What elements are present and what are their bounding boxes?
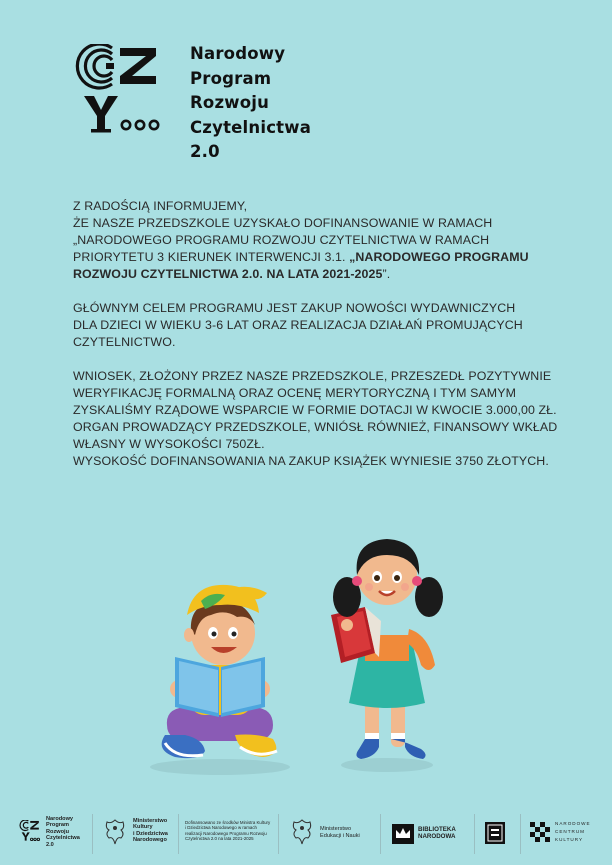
footer-text-line: Narodowy <box>46 816 74 822</box>
footer-text-line: Narodowego <box>133 837 167 844</box>
footer-text-line: realizacji Narodowego Programu Rozwoju <box>185 830 267 836</box>
paragraph-funding-info <box>73 198 553 283</box>
footer-divider <box>278 814 279 854</box>
nprc-logo <box>74 44 164 136</box>
text-line: ORGAN PROWADZĄCY PRZEDSZKOLE, WNIÓSŁ RÓWNIEŻ, FINANSOWY WKŁAD <box>73 420 558 434</box>
footer-mkidn-text <box>133 818 168 844</box>
program-name-bold: „NARODOWEGO PROGRAMU <box>349 250 529 264</box>
footer-text-line: Ministerstwo <box>133 818 168 824</box>
footer-text-line: Kultury <box>133 824 153 831</box>
footer-divider <box>474 814 475 854</box>
program-title-line: Rozwoju <box>190 93 270 112</box>
program-name-bold: ROZWOJU CZYTELNICTWA 2.0. NA LATA 2021-2025 <box>73 267 383 281</box>
footer-text-line: NARODOWE <box>555 821 591 826</box>
girl-reading-icon <box>325 525 450 775</box>
text-line: WYSOKOŚĆ DOFINANSOWANIA NA ZAKUP KSIĄŻEK WYNIESIE 3750 ZŁOTYCH. <box>73 454 549 468</box>
footer-text-line: NARODOWA <box>418 833 456 841</box>
footer-funding-note <box>185 820 270 842</box>
footer-text-line: Czytelnictwa 2.0 na lata 2021-2025 <box>185 836 254 842</box>
program-title <box>190 42 311 165</box>
footer-nck-text <box>555 820 591 844</box>
footer-divider <box>92 814 93 854</box>
footer-text-line: Program <box>46 822 70 829</box>
footer-text-line: Ministerstwo <box>320 826 352 832</box>
nprc-small-icon <box>18 820 42 842</box>
footer-text-line: i Dziedzictwa <box>133 830 168 837</box>
text-line: „NARODOWEGO PROGRAMU ROZWOJU CZYTELNICTWA W RAMACH <box>73 233 490 247</box>
footer-divider <box>178 814 179 854</box>
footer-text-line: CENTRUM <box>555 829 585 834</box>
footer-text-line: BIBLIOTEKA <box>418 826 456 833</box>
footer-nprc-logo <box>18 820 42 847</box>
paragraph-program-goal <box>73 300 553 351</box>
boy-reading-illustration <box>145 575 295 775</box>
footer-text-line: Dofinansowano ze środków Ministra Kultury <box>185 820 271 825</box>
program-title-line: Program <box>190 68 272 88</box>
sponsor-footer <box>0 800 612 865</box>
program-title-line: Czytelnictwa <box>190 117 312 137</box>
program-title-line: Narodowy <box>190 44 286 63</box>
text-line <box>73 266 553 283</box>
announcement-text <box>73 198 558 487</box>
text-line: WERYFIKACJĘ FORMALNĄ ORAZ OCENĘ MERYTORYCZNĄ I TYM SAMYM <box>73 386 517 400</box>
girl-reading-illustration <box>325 525 450 775</box>
text-line: Z RADOŚCIĄ INFORMUJEMY, <box>73 199 248 213</box>
text-line <box>73 249 553 266</box>
footer-text-line: Rozwoju <box>46 828 69 835</box>
nck-pattern-icon <box>530 822 550 847</box>
footer-divider <box>380 814 381 854</box>
footer-text-line: KULTURY <box>555 837 584 842</box>
footer-text-line: Edukacji i Nauki <box>320 832 360 839</box>
boy-reading-icon <box>145 575 295 775</box>
footer-bn-text <box>418 826 456 841</box>
text-line: WŁASNY W WYSOKOŚCI 750ZŁ. <box>73 437 265 451</box>
eagle-emblem-icon <box>290 818 314 851</box>
text-segment: PRIORYTETU 3 KIERUNEK INTERWENCJI 3.1. <box>73 250 350 264</box>
institute-logo-icon <box>485 822 505 849</box>
text-line: GŁÓWNYM CELEM PROGRAMU JEST ZAKUP NOWOŚCI WYDAWNICZYCH <box>73 301 516 315</box>
text-line: ZYSKALIŚMY RZĄDOWE WSPARCIE W FORMIE DOTACJI W KWOCIE 3.000,00 ZŁ. <box>73 403 557 417</box>
footer-divider <box>520 814 521 854</box>
crown-icon <box>392 824 414 849</box>
text-segment: ”. <box>382 267 391 281</box>
footer-text-line: Czytelnictwa <box>46 835 80 842</box>
footer-men-text <box>320 826 360 839</box>
footer-text-line: 2.0 <box>46 841 54 848</box>
text-line: ŻE NASZE PRZEDSZKOLE UZYSKAŁO DOFINANSOWANIE W RAMACH <box>73 216 493 230</box>
eagle-emblem-icon <box>103 818 127 851</box>
program-title-line: 2.0 <box>190 142 220 161</box>
text-line: CZYTELNICTWO. <box>73 335 176 349</box>
footer-text-line: i Dziedzictwa Narodowego w ramach <box>185 825 257 831</box>
text-line: WNIOSEK, ZŁOŻONY PRZEZ NASZE PRZEDSZKOLE, PRZESZEDŁ POZYTYWNIE <box>73 369 552 383</box>
nprc-logo-mark-icon <box>74 44 164 136</box>
text-line: DLA DZIECI W WIEKU 3-6 LAT ORAZ REALIZACJA DZIAŁAŃ PROMUJĄCYCH <box>73 318 523 332</box>
paragraph-grant-details <box>73 368 558 470</box>
footer-nprc-text <box>46 816 80 848</box>
